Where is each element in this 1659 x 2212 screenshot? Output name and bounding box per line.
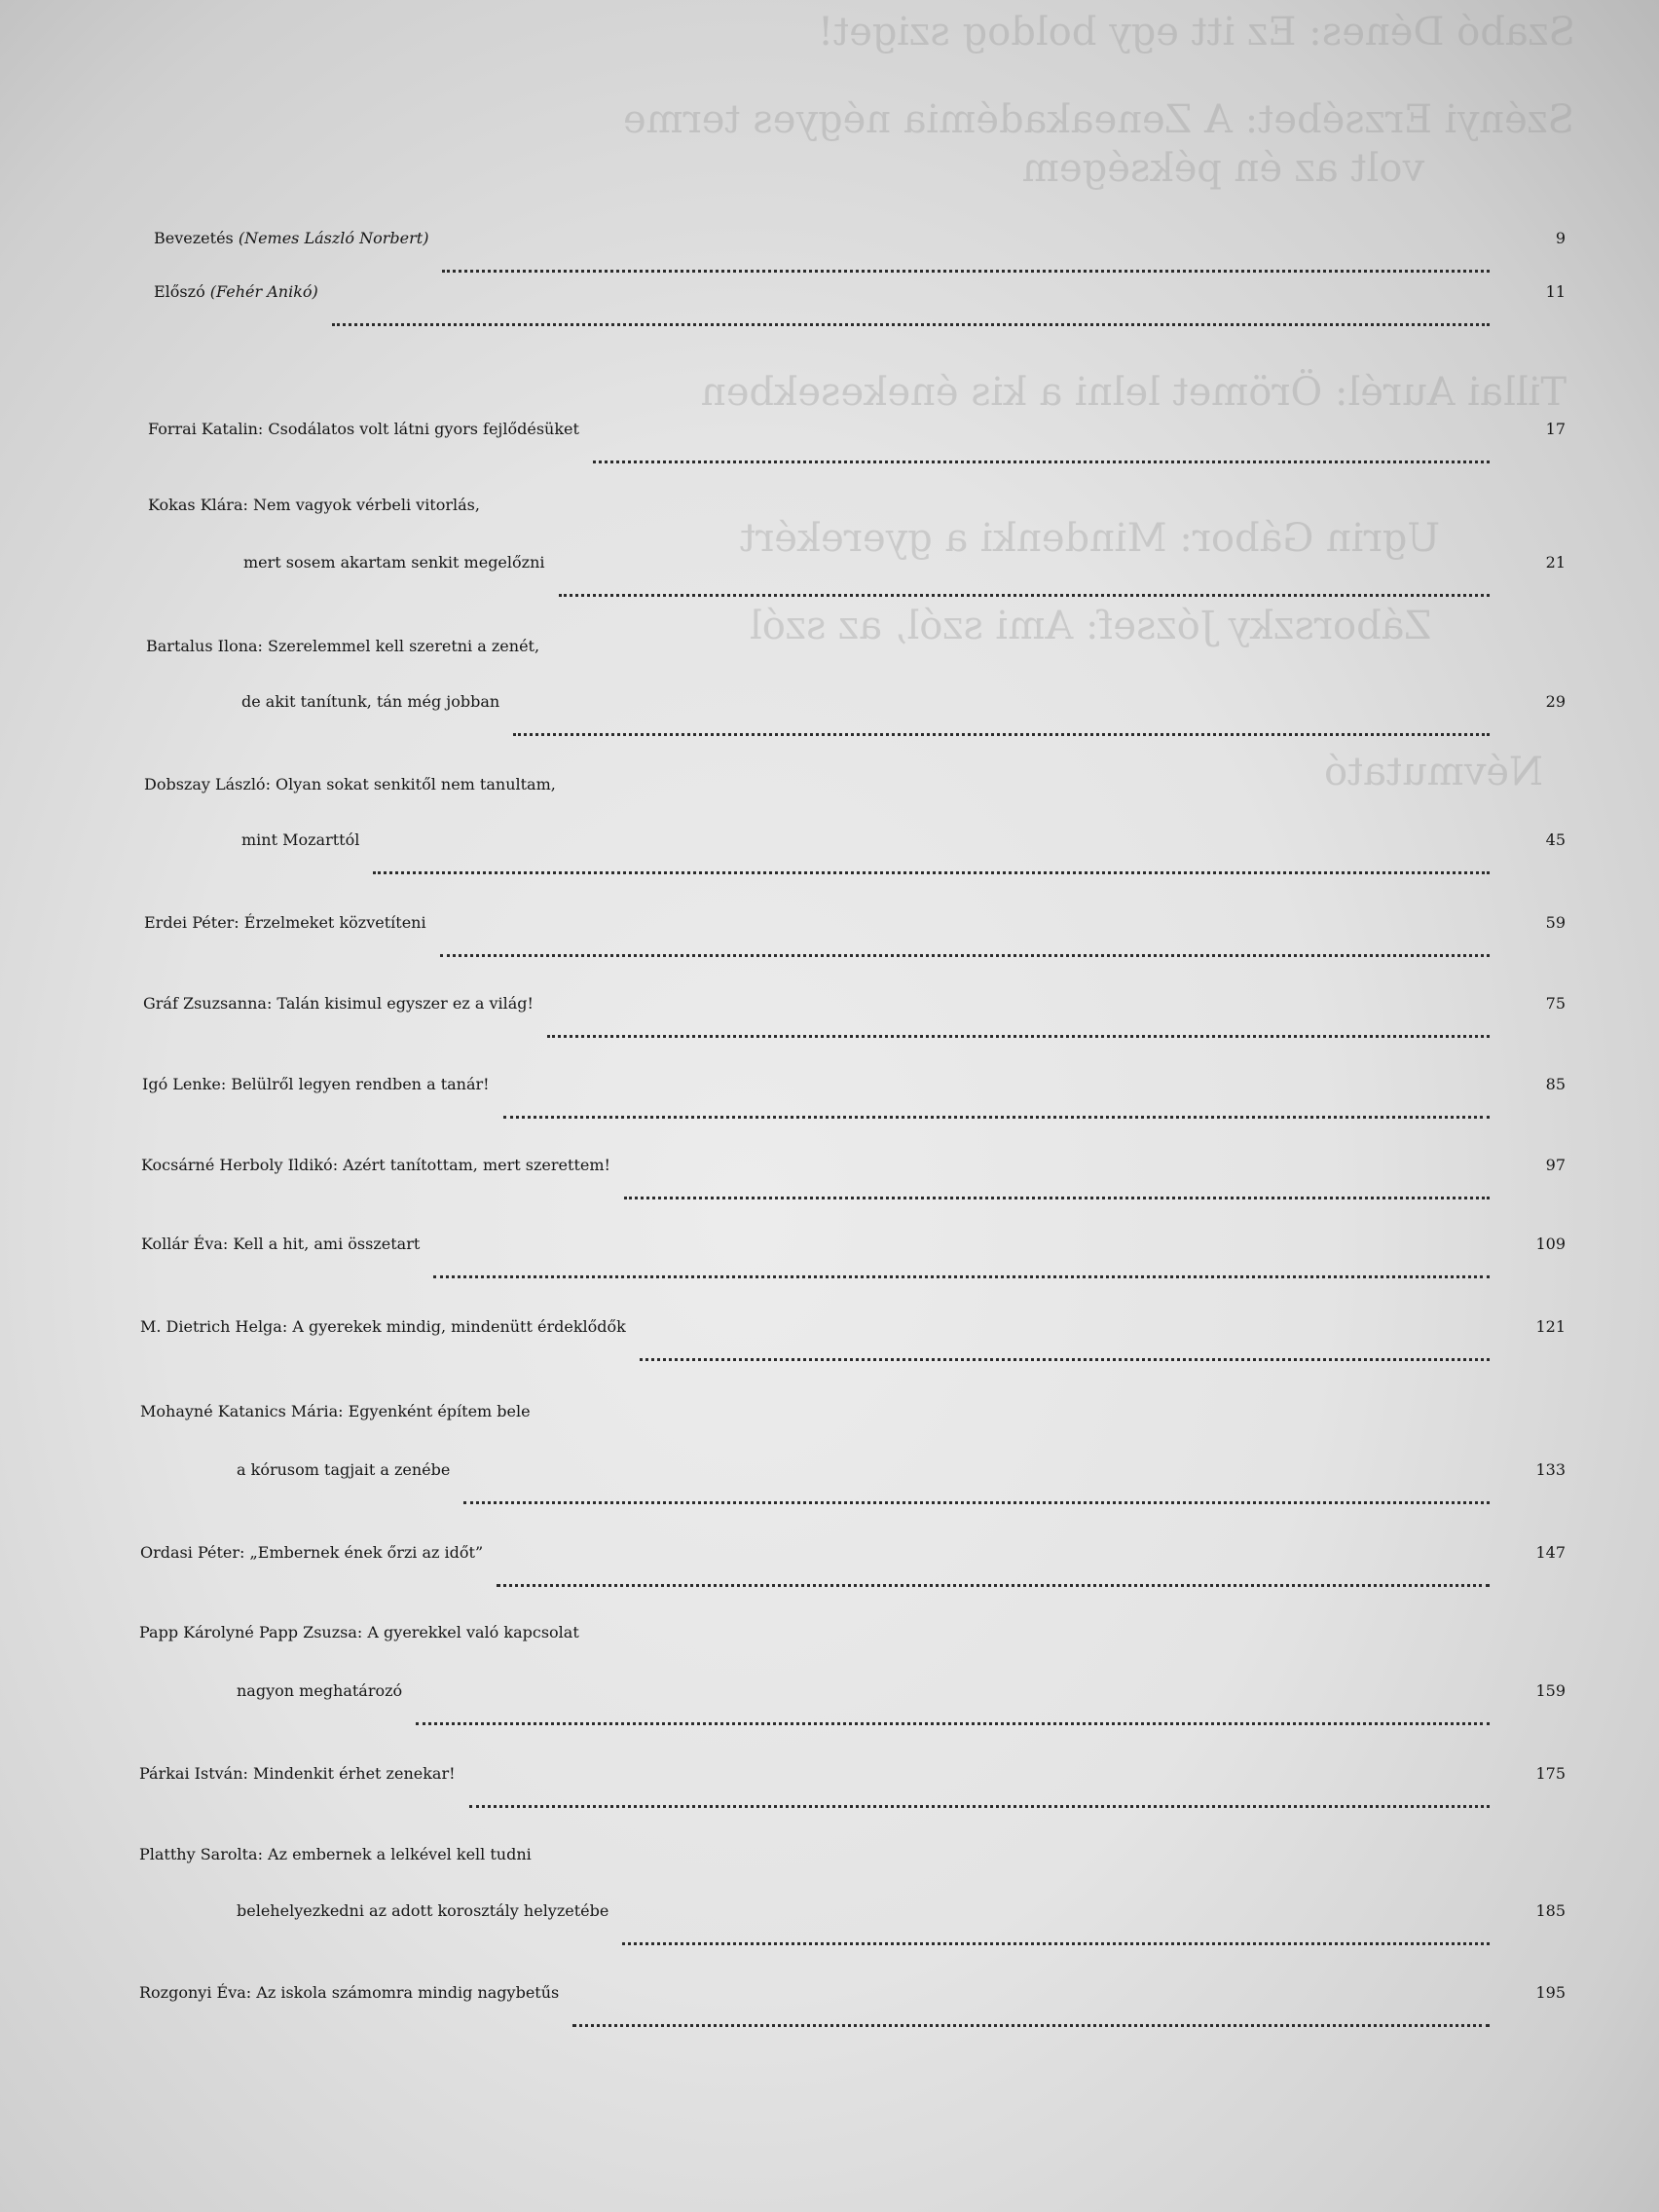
dot-leader xyxy=(416,1722,1490,1725)
toc-page-number: 195 xyxy=(1535,1983,1566,2002)
toc-entry xyxy=(241,830,1566,887)
toc-entry xyxy=(237,1460,1566,1517)
dot-leader xyxy=(559,594,1491,597)
toc-page-number: 59 xyxy=(1545,913,1566,932)
toc-page-number: 133 xyxy=(1535,1460,1566,1479)
toc-entry xyxy=(141,1156,1566,1212)
toc-page-number: 21 xyxy=(1545,553,1566,571)
toc-entry xyxy=(243,553,1566,609)
toc-entry-title: Gráf Zsuzsanna: Talán kisimul egyszer ez a világ! xyxy=(143,994,534,1013)
dot-leader xyxy=(332,323,1490,326)
toc-page-number: 29 xyxy=(1545,692,1566,711)
toc-entry xyxy=(237,1901,1566,1958)
toc-entry-title: Kocsárné Herboly Ildikó: Azért tanítottam, mert szerettem! xyxy=(141,1156,610,1174)
dot-leader xyxy=(622,1942,1490,1945)
toc-entry-title-line2: mert sosem akartam senkit megelőzni xyxy=(243,553,545,571)
toc-entry xyxy=(237,1681,1566,1738)
toc-entry-title-line2: nagyon meghatározó xyxy=(237,1681,403,1700)
toc-entry-title: Kollár Éva: Kell a hit, ami összetart xyxy=(141,1235,421,1253)
toc-entry xyxy=(139,1983,1566,2040)
bleed-through-line: Szabó Dénes: Ez itt egy boldog sziget! xyxy=(818,10,1576,55)
toc-entry-title-line1: Mohayné Katanics Mária: Egyenként építem bele xyxy=(140,1402,531,1420)
toc-entry xyxy=(148,420,1566,476)
dot-leader xyxy=(547,1035,1490,1038)
toc-front-entry xyxy=(154,282,1566,339)
toc-entry xyxy=(139,1764,1566,1821)
toc-entry-title: Rozgonyi Éva: Az iskola számomra mindig nagybetűs xyxy=(139,1983,560,2002)
dot-leader xyxy=(463,1501,1490,1504)
toc-entry xyxy=(143,994,1566,1051)
dot-leader xyxy=(572,2024,1490,2027)
toc-page-number: 159 xyxy=(1535,1681,1566,1700)
toc-entry-title-line1: Bartalus Ilona: Szerelemmel kell szeretni a zenét, xyxy=(146,637,540,655)
dot-leader xyxy=(442,270,1490,273)
dot-leader xyxy=(624,1197,1490,1199)
dot-leader xyxy=(640,1358,1490,1361)
toc-entry-title: Ordasi Péter: „Embernek ének őrzi az időt” xyxy=(140,1543,484,1562)
bleed-through-line: volt az én pékségem xyxy=(1022,146,1424,191)
bleed-through-line: Tillai Aurél: Örömet lelni a kis énekesekben xyxy=(701,370,1567,415)
dot-leader xyxy=(593,461,1490,463)
toc-page-number: 45 xyxy=(1545,830,1566,849)
dot-leader xyxy=(513,733,1490,736)
toc-entry xyxy=(144,913,1566,970)
toc-page-number: 97 xyxy=(1545,1156,1566,1174)
toc-front-title: Bevezetés (Nemes László Norbert) xyxy=(154,229,429,247)
toc-entry-title-line1: Papp Károlyné Papp Zsuzsa: A gyerekkel való kapcsolat xyxy=(139,1623,579,1641)
toc-page-number: 185 xyxy=(1535,1901,1566,1920)
toc-page-number: 17 xyxy=(1545,420,1566,438)
dot-leader xyxy=(503,1116,1490,1119)
toc-entry xyxy=(241,692,1566,749)
toc-front-entry xyxy=(154,229,1566,285)
toc-entry-title: Igó Lenke: Belülről legyen rendben a tanár! xyxy=(142,1075,490,1093)
toc-entry-title-line1: Kokas Klára: Nem vagyok vérbeli vitorlás, xyxy=(148,496,480,514)
toc-page-number: 11 xyxy=(1545,282,1566,301)
toc-entry-title-line1: Platthy Sarolta: Az embernek a lelkével kell tudni xyxy=(139,1845,532,1863)
toc-page-number: 147 xyxy=(1535,1543,1566,1562)
toc-entry-title: M. Dietrich Helga: A gyerekek mindig, mindenütt érdeklődők xyxy=(140,1317,626,1336)
dot-leader xyxy=(497,1584,1490,1587)
toc-page-number: 75 xyxy=(1545,994,1566,1013)
toc-entry-title-line2: mint Mozarttól xyxy=(241,830,360,849)
toc-entry xyxy=(142,1075,1566,1131)
toc-page-number: 109 xyxy=(1535,1235,1566,1253)
toc-entry xyxy=(140,1543,1566,1600)
toc-entry-title-line2: de akit tanítunk, tán még jobban xyxy=(241,692,500,711)
toc-entry-title-line1: Dobszay László: Olyan sokat senkitől nem tanultam, xyxy=(144,775,556,793)
bleed-through-line: Névmutató xyxy=(1324,750,1544,794)
dot-leader xyxy=(373,871,1490,874)
bleed-through-line: Záborszky József: Ami szól, az szól xyxy=(750,604,1432,648)
toc-entry-title-line2: belehelyezkedni az adott korosztály helyzetébe xyxy=(237,1901,609,1920)
toc-page-number: 121 xyxy=(1535,1317,1566,1336)
toc-page-number: 9 xyxy=(1555,229,1566,247)
toc-entry-title: Erdei Péter: Érzelmeket közvetíteni xyxy=(144,913,426,932)
toc-entry xyxy=(140,1317,1566,1374)
toc-entry-title-line2: a kórusom tagjait a zenébe xyxy=(237,1460,451,1479)
toc-page-number: 175 xyxy=(1535,1764,1566,1783)
toc-front-title: Előszó (Fehér Anikó) xyxy=(154,282,318,301)
dot-leader xyxy=(469,1805,1490,1808)
bleed-through-line: Szényi Erzsébet: A Zeneakadémia négyes terme xyxy=(623,97,1575,142)
toc-entry-title: Forrai Katalin: Csodálatos volt látni gyors fejlődésüket xyxy=(148,420,579,438)
toc-entry xyxy=(141,1235,1566,1291)
dot-leader xyxy=(440,954,1490,957)
toc-entry-title: Párkai István: Mindenkit érhet zenekar! xyxy=(139,1764,456,1783)
dot-leader xyxy=(433,1275,1490,1278)
bleed-through-line: Ugrin Gábor: Mindenki a gyerekért xyxy=(740,516,1441,561)
toc-page-number: 85 xyxy=(1545,1075,1566,1093)
